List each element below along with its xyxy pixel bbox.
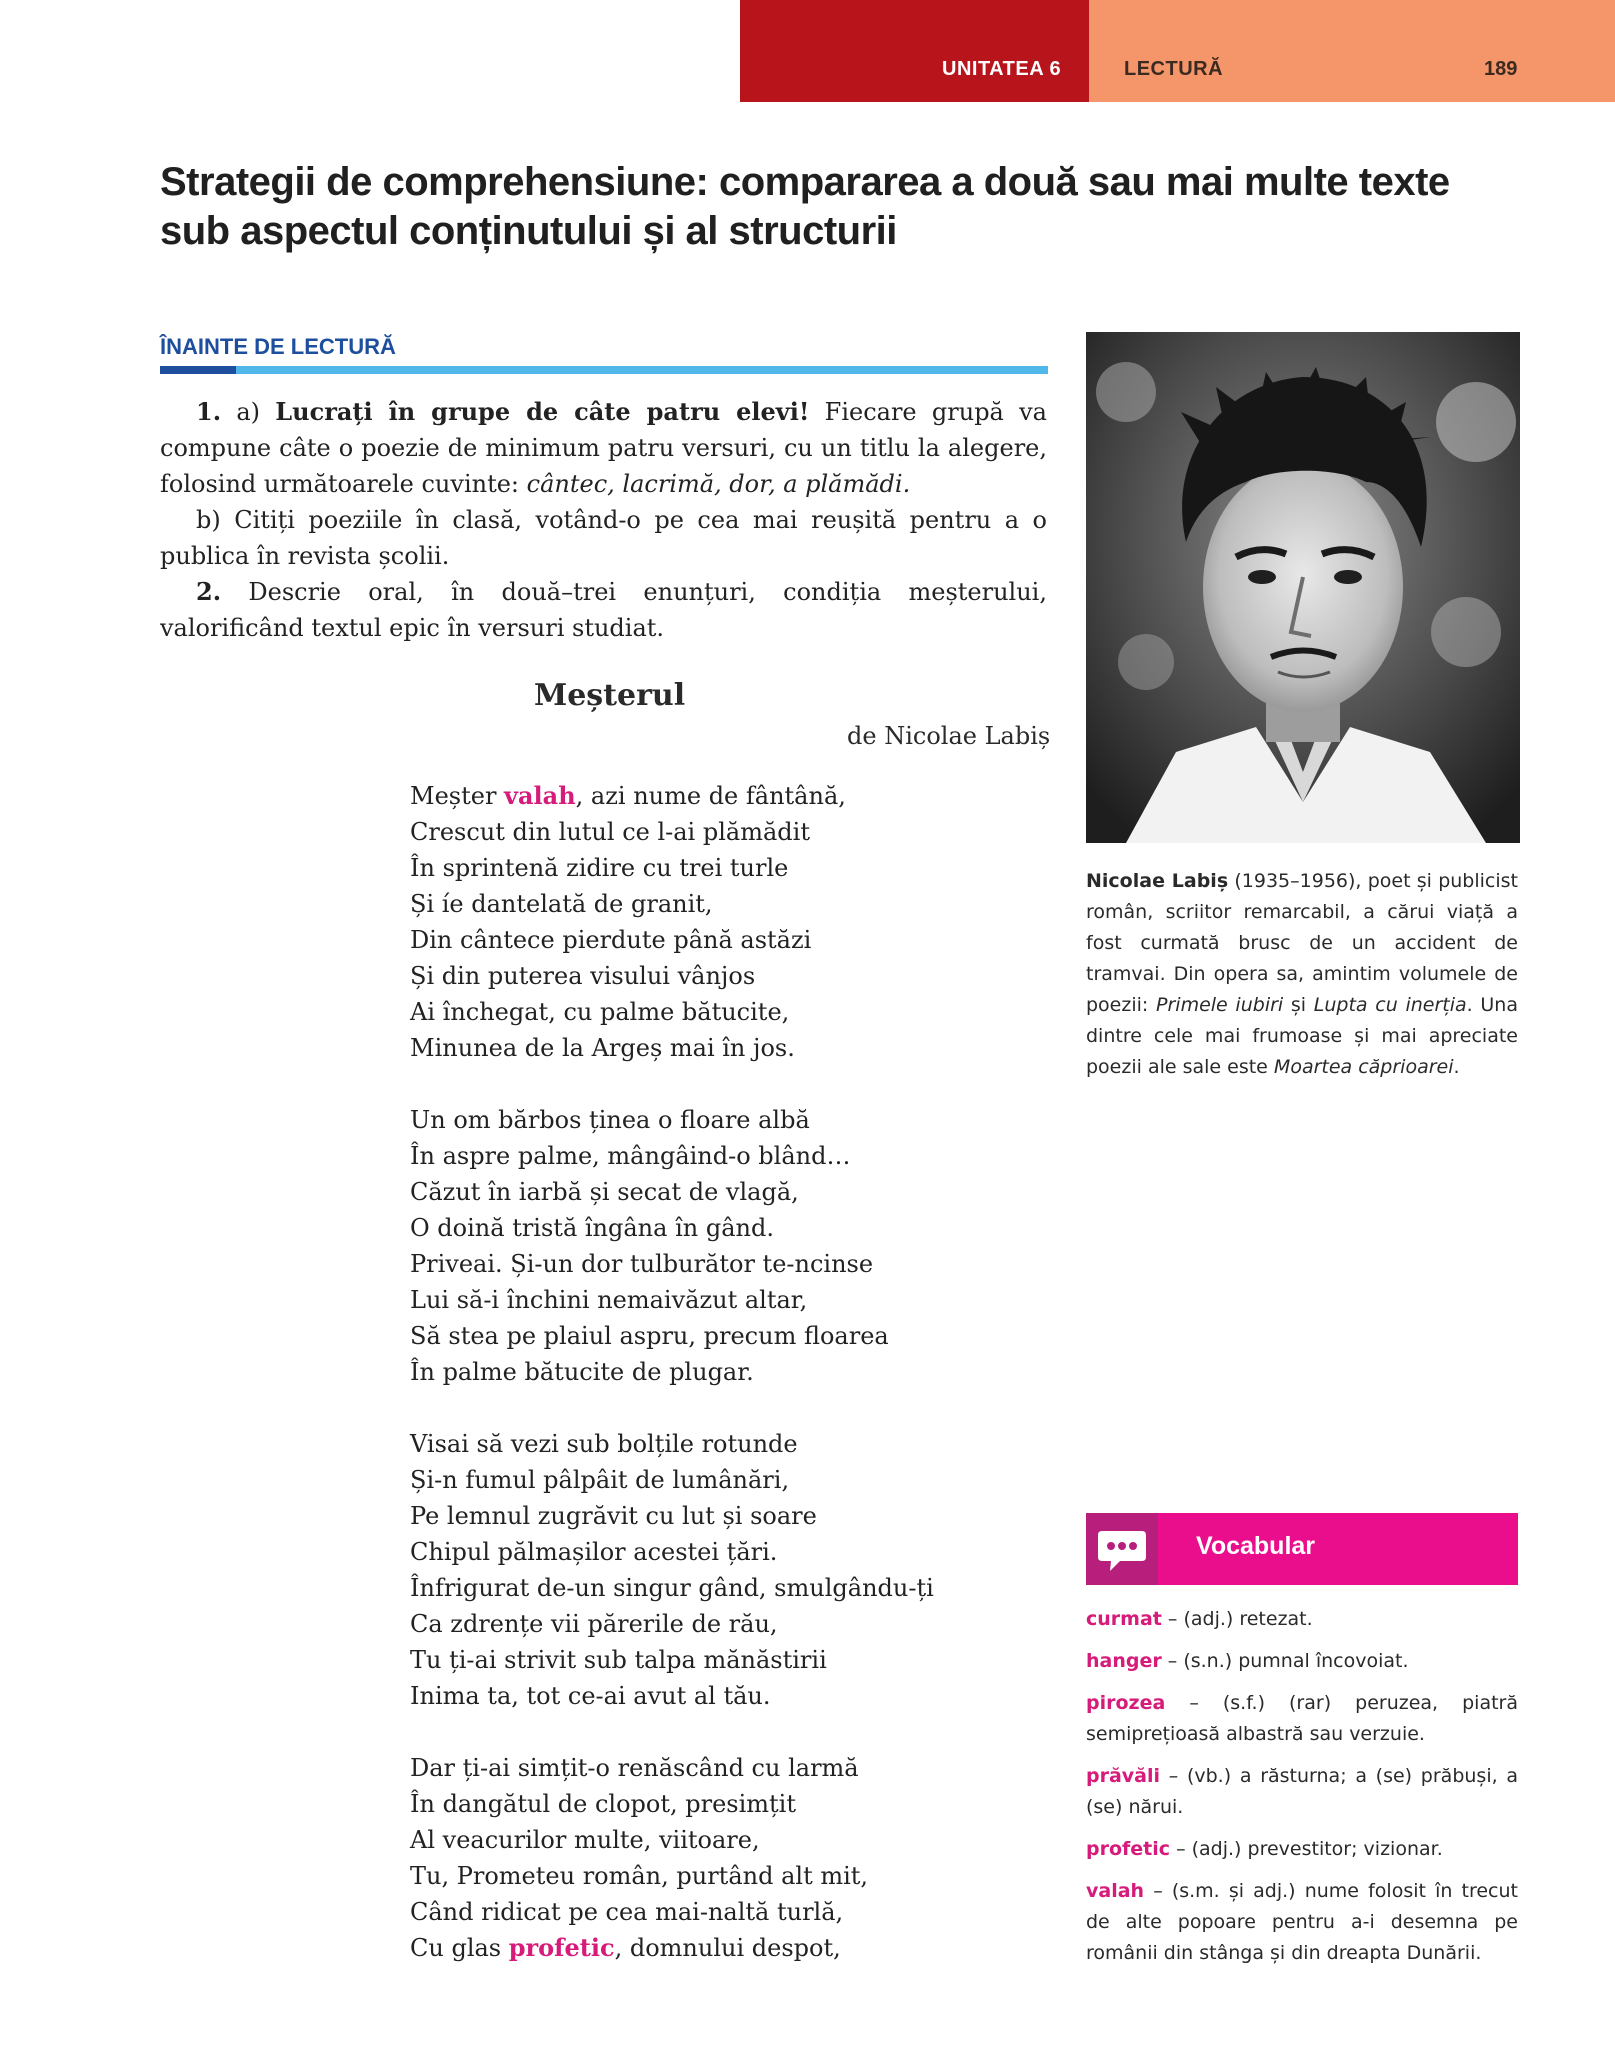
author-caption: Nicolae Labiș (1935–1956), poet și publicist român, scriitor remarcabil, a cărui viață a fost curmată brusc de un accident de tramvai. Din opera sa, amintim volumele de poezii: Primele iubiri și Lupta cu inerția. Una dintre cele mai frumoase și mai apreciate poezii ale sale este Moartea căprioarei. (1086, 870, 1518, 1078)
section-heading-before-reading: ÎNAINTE DE LECTURĂ (160, 334, 396, 359)
section-underline (160, 366, 1048, 374)
poem-line: Și-n fumul pâlpâit de lumânări, (410, 1466, 790, 1494)
section-underline-accent (160, 366, 236, 374)
poem-line: Și íe dantelată de granit, (410, 890, 713, 918)
poem-line: Priveai. Și-un dor tulburător te-ncinse (410, 1250, 874, 1278)
header-unit-label: UNITATEA 6 (942, 58, 1062, 80)
vocabulary-entry: curmat – (adj.) retezat. (1086, 1608, 1313, 1630)
vocab-highlight: profetic (508, 1933, 615, 1962)
header-section-bar (1089, 0, 1615, 102)
poem-line: Și din puterea visului vânjos (410, 962, 756, 990)
poem-line: Din cântece pierdute până astăzi (410, 926, 812, 954)
vocabulary-list (1086, 1604, 1518, 1980)
vocabulary-title: Vocabular (1196, 1532, 1316, 1560)
poem-line: Meșter valah, azi nume de fântână, (410, 781, 846, 810)
page-title (160, 158, 1490, 256)
poem-line: Crescut din lutul ce l-ai plămădit (410, 818, 810, 846)
author-name: Nicolae Labiș (1086, 870, 1229, 892)
portrait-illustration (1086, 332, 1520, 843)
poem-line: O doină tristă îngâna în gând. (410, 1214, 774, 1242)
vocabulary-term: hanger (1086, 1650, 1162, 1672)
poem-line: În aspre palme, mângâind-o blând… (410, 1142, 851, 1170)
poem-line: Cu glas profetic, domnului despot, (410, 1933, 841, 1962)
poem-line: În palme bătucite de plugar. (410, 1358, 754, 1386)
poem-stanza (410, 778, 1060, 1066)
vocab-highlight: valah (504, 781, 576, 810)
poem-line: Ai închegat, cu palme bătucite, (410, 998, 790, 1026)
poem-line: Chipul pălmașilor acestei țări. (410, 1538, 778, 1566)
poem-line: Visai să vezi sub bolțile rotunde (410, 1430, 798, 1458)
vocabulary-term: curmat (1086, 1608, 1162, 1630)
vocabulary-entry: prăvăli – (vb.) a răsturna; a (se) prăbuși, a (se) nărui. (1086, 1765, 1518, 1818)
vocabulary-entry: hanger – (s.n.) pumnal încovoiat. (1086, 1650, 1409, 1672)
poem-text (410, 778, 1060, 2002)
vocabulary-term: prăvăli (1086, 1765, 1161, 1787)
task-list (160, 394, 1047, 646)
poem-line: Tu ți-ai strivit sub talpa mănăstirii (410, 1646, 827, 1674)
poem-line: Minunea de la Argeș mai în jos. (410, 1034, 795, 1062)
poem-line: Înfrigurat de-un singur gând, smulgându-ți (410, 1574, 934, 1602)
page-title-line-2: sub aspectul conținutului și al structurii (160, 209, 897, 253)
poem-line: Lui să-i închini nemaivăzut altar, (410, 1286, 808, 1314)
poem-line: Ca zdrențe vii părerile de rău, (410, 1610, 778, 1638)
vocabulary-entry: valah – (s.m. și adj.) nume folosit în trecut de alte popoare pentru a-i desemna pe românii din stânga și din dreapta Dunării. (1086, 1880, 1518, 1964)
poem-line: Al veacurilor multe, viitoare, (410, 1826, 760, 1854)
author-portrait (1086, 332, 1520, 843)
poem-line: Pe lemnul zugrăvit cu lut și soare (410, 1502, 817, 1530)
poem-line: În dangătul de clopot, presimțit (410, 1790, 797, 1818)
header-unit-bar (740, 0, 1089, 102)
poem-title: Meșterul (534, 678, 686, 713)
poem-line: Inima ta, tot ce-ai avut al tău. (410, 1682, 771, 1710)
vocabulary-entry: profetic – (adj.) prevestitor; vizionar. (1086, 1838, 1443, 1860)
poem-line: Căzut în iarbă și secat de vlagă, (410, 1178, 799, 1206)
page-number: 189 (1484, 58, 1518, 80)
task-1b: b) Citiți poeziile în clasă, votând-o pe cea mai reușită pentru a o publica în revista școlii. (160, 506, 1047, 570)
poem-line: În sprintenă zidire cu trei turle (410, 854, 789, 882)
vocabulary-term: valah (1086, 1880, 1145, 1902)
page-title-line-1: Strategii de comprehensiune: compararea a două sau mai multe texte (160, 160, 1450, 204)
vocabulary-term: pirozea (1086, 1692, 1166, 1714)
poem-line: Când ridicat pe cea mai-naltă turlă, (410, 1898, 844, 1926)
poem-stanza (410, 1426, 1060, 1714)
poem-stanza (410, 1102, 1060, 1390)
task-2: 2. Descrie oral, în două–trei enunțuri, condiția meșterului, valorificând textul epic în versuri studiat. (160, 577, 1047, 642)
poem-line: Un om bărbos ținea o floare albă (410, 1106, 810, 1134)
task-1a: 1. a) Lucrați în grupe de câte patru elevi! Fiecare grupă va compune câte o poezie de minimum patru versuri, cu un titlu la alegere, folosind următoarele cuvinte: cântec, lacrimă, dor, a plămădi. (160, 397, 1047, 498)
vocabulary-term: profetic (1086, 1838, 1171, 1860)
poem-line: Tu, Prometeu român, purtând alt mit, (410, 1862, 869, 1890)
poem-stanza (410, 1750, 1060, 1966)
header-section-label: LECTURĂ (1124, 58, 1224, 80)
poem-line: Dar ți-ai simțit-o renăscând cu larmă (410, 1754, 859, 1782)
speech-bubble-icon (1086, 1513, 1158, 1585)
poem-author: de Nicolae Labiș (847, 722, 1051, 750)
poem-line: Să stea pe plaiul aspru, precum floarea (410, 1322, 889, 1350)
vocabulary-entry: pirozea – (s.f.) (rar) peruzea, piatră semiprețioasă albastră sau verzuie. (1086, 1692, 1518, 1745)
